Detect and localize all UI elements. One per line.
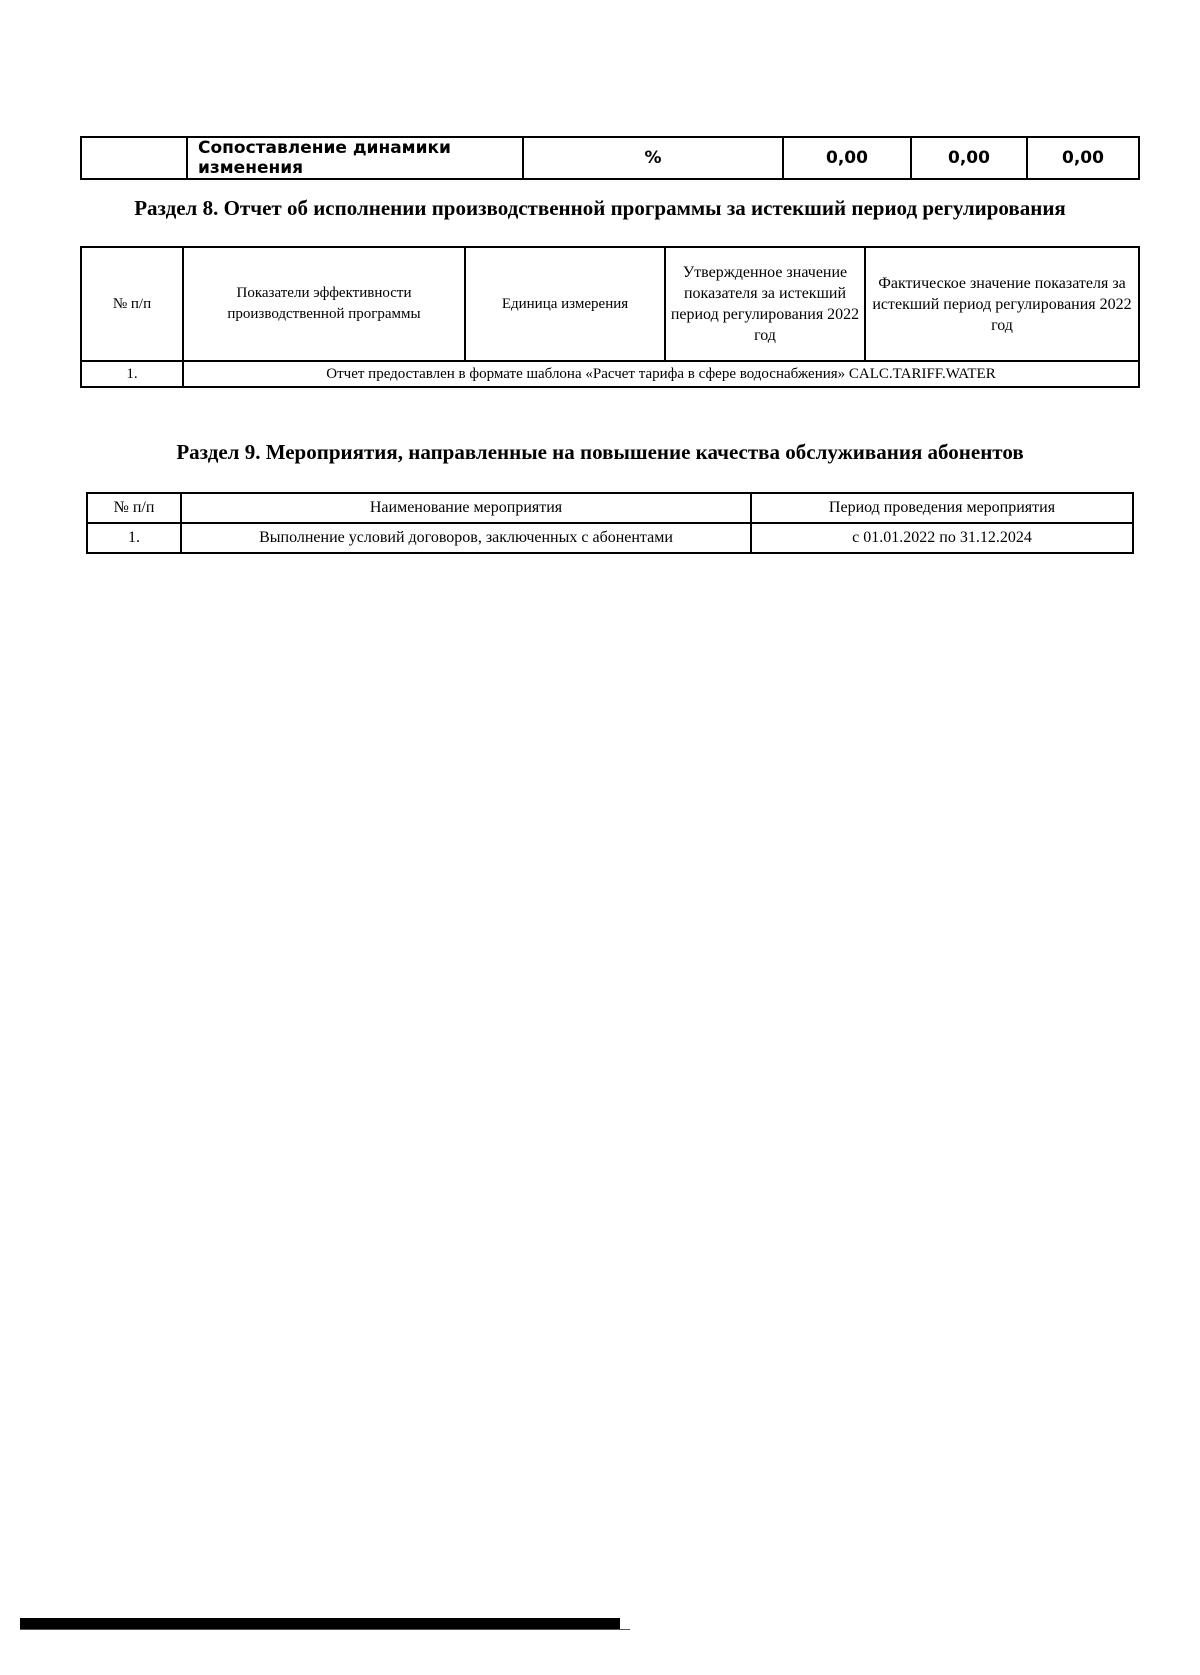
table-cell: Сопоставление динамики изменения <box>187 137 523 179</box>
section-8-title: Раздел 8. Отчет об исполнении производственной программы за истекший период регулирования <box>134 196 1066 220</box>
event-name: Выполнение условий договоров, заключенных с абонентами <box>181 523 751 553</box>
continuation-table <box>80 136 1140 180</box>
table-cell: 0,00 <box>1027 137 1139 179</box>
column-header: Наименование мероприятия <box>181 493 751 523</box>
table-header-row <box>81 247 1139 361</box>
table-row <box>81 137 1139 179</box>
column-header: Единица измерения <box>465 247 665 361</box>
table-row <box>87 523 1133 553</box>
row-number: 1. <box>87 523 181 553</box>
table-cell <box>81 137 187 179</box>
table-header-row <box>87 493 1133 523</box>
column-header: Фактическое значение показателя за истекший период регулирования 2022 год <box>865 247 1139 361</box>
row-text: Отчет предоставлен в формате шаблона «Расчет тарифа в сфере водоснабжения» CALC.TARIFF.WATER <box>183 361 1139 387</box>
section-9-table <box>86 492 1134 554</box>
column-header: Утвержденное значение показателя за истекший период регулирования 2022 год <box>665 247 865 361</box>
table-cell: 0,00 <box>911 137 1027 179</box>
section-9-title: Раздел 9. Мероприятия, направленные на повышение качества обслуживания абонентов <box>176 440 1024 464</box>
column-header: Период проведения мероприятия <box>751 493 1133 523</box>
table-cell: 0,00 <box>783 137 911 179</box>
table-row <box>81 361 1139 387</box>
column-header: № п/п <box>87 493 181 523</box>
scan-edge-line <box>20 1629 630 1630</box>
event-period: с 01.01.2022 по 31.12.2024 <box>751 523 1133 553</box>
row-number: 1. <box>81 361 183 387</box>
table-cell: % <box>523 137 783 179</box>
section-8-table <box>80 246 1140 388</box>
column-header: № п/п <box>81 247 183 361</box>
column-header: Показатели эффективности производственной программы <box>183 247 465 361</box>
